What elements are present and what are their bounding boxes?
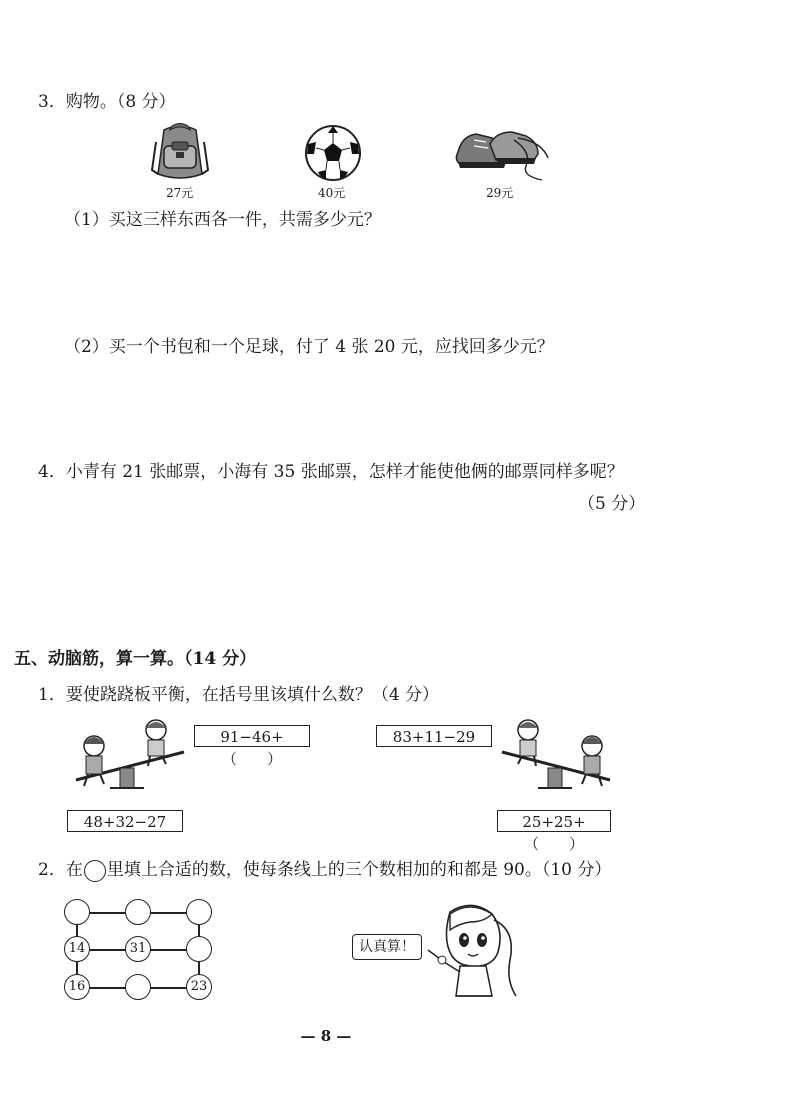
grid-cell-r2c1: 14 (64, 936, 90, 962)
sneakers-icon (452, 122, 552, 184)
s5-q2-text-after: 里填上合适的数，使每条线上的三个数相加的和都是 90。（10 分） (106, 860, 612, 880)
grid-cell-r2c2: 31 (125, 936, 151, 962)
grid-cell-r3c3: 23 (186, 974, 212, 1000)
seesaw-right-illustration (496, 716, 616, 792)
soccer-ball-icon (304, 124, 362, 182)
soccer-ball-price: 40元 (318, 186, 346, 200)
backpack-price: 27元 (166, 186, 194, 200)
seesaw-left-top-expression: 91−46+（ ） (194, 725, 310, 747)
section5-title: 五、动脑筋，算一算。（14 分） (14, 649, 257, 669)
girl-illustration (420, 900, 520, 1004)
grid-cell-r1c3[interactable] (186, 899, 212, 925)
backpack-icon (148, 122, 212, 182)
seesaw-left-illustration (70, 716, 190, 792)
sneakers-price: 29元 (486, 186, 514, 200)
grid-cell-r2c3[interactable] (186, 936, 212, 962)
speech-bubble: 认真算！ (352, 934, 422, 960)
seesaw-right-bottom-expression: 25+25+（ ） (497, 810, 611, 832)
inline-circle-icon (84, 860, 106, 882)
grid-cell-r3c2[interactable] (125, 974, 151, 1000)
grid-cell-r1c2[interactable] (125, 899, 151, 925)
q3-sub2: （2）买一个书包和一个足球，付了 4 张 20 元，应找回多少元？ (64, 337, 554, 357)
s5-q2-text-before: 2．在 (38, 860, 83, 880)
page-number: — 8 — (300, 1027, 352, 1045)
q4-text: 4．小青有 21 张邮票，小海有 35 张邮票，怎样才能使他俩的邮票同样多呢？ (38, 462, 624, 482)
grid-cell-r1c1[interactable] (64, 899, 90, 925)
s5-q1-text: 1．要使跷跷板平衡，在括号里该填什么数？（4 分） (38, 685, 440, 705)
q3-title: 3．购物。（8 分） (38, 92, 176, 112)
s5-q2-text (38, 859, 611, 882)
q3-sub1: （1）买这三样东西各一件，共需多少元？ (64, 210, 381, 230)
seesaw-left-bottom-expression: 48+32−27 (67, 810, 183, 832)
grid-cell-r3c1: 16 (64, 974, 90, 1000)
q4-score: （5 分） (578, 494, 646, 514)
seesaw-right-top-expression: 83+11−29 (376, 725, 492, 747)
